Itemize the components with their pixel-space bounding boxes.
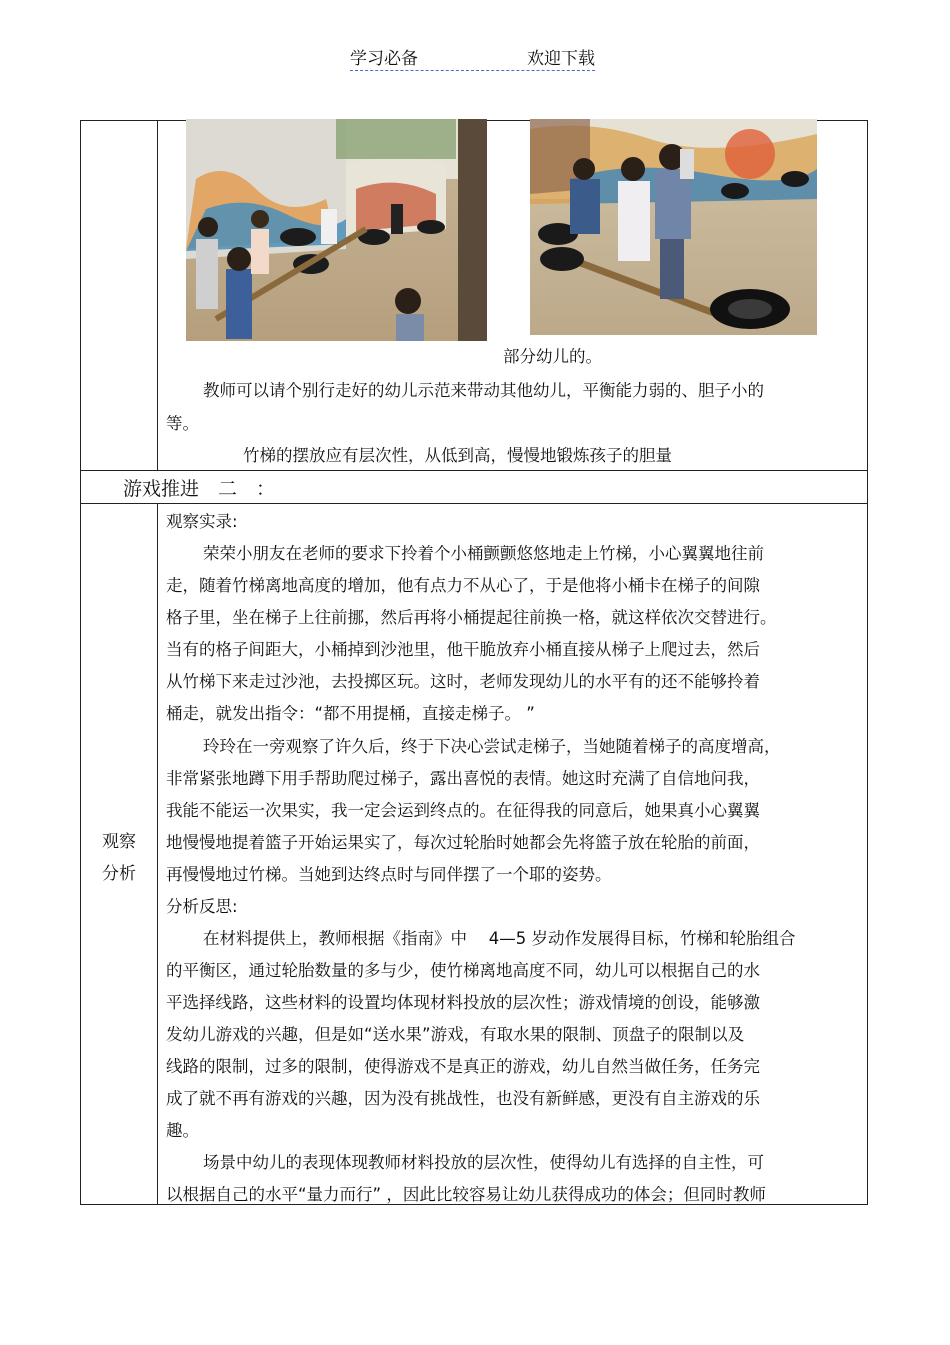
observation-line: 再慢慢地过竹梯。当她到达终点时与同伴摆了一个耶的姿势。	[166, 865, 612, 884]
analysis-line: 趣。	[166, 1121, 199, 1140]
observation-line: 格子里，坐在梯子上往前挪，然后再将小桶提起往前换一格，就这样依次交替进行。	[166, 608, 777, 627]
top-paragraph-2: 竹梯的摆放应有层次性，从低到高，慢慢地锻炼孩子的胆量	[243, 446, 672, 465]
observation-heading: 观察实录:	[166, 512, 238, 531]
photo-icon	[186, 119, 487, 341]
photo-icon	[530, 119, 817, 335]
header-dashed-underline	[350, 70, 595, 71]
observation-line: 玲玲在一旁观察了许久后，终于下决心尝试走梯子，当她随着梯子的高度增高，	[203, 737, 781, 756]
table-left-border	[80, 120, 81, 1204]
observation-line: 走，随着竹梯离地高度的增加，他有点力不从心了，于是他将小桶卡在梯子的间隙	[166, 576, 760, 595]
analysis-line: 以根据自己的水平“量力而行” ，因此比较容易让幼儿获得成功的体会；但同时教师	[166, 1185, 766, 1204]
side-label	[81, 826, 157, 890]
page-header	[350, 46, 595, 72]
observation-line: 非常紧张地蹲下用手帮助爬过梯子，露出喜悦的表情。她这时充满了自信地问我，	[166, 769, 760, 788]
table-column-divider-top	[157, 120, 158, 470]
table-row-divider-1	[80, 470, 868, 471]
observation-line: 当有的格子间距大，小桶掉到沙池里，他干脆放弃小桶直接从梯子上爬过去，然后	[166, 640, 760, 659]
observation-line: 桶走，就发出指令：“都不用提桶，直接走梯子。 ”	[166, 704, 535, 723]
top-paragraph-1-line-2: 等。	[166, 414, 199, 433]
table-row-divider-2	[80, 503, 868, 504]
analysis-line: 成了就不再有游戏的兴趣，因为没有挑战性，也没有新鲜感，更没有自主游戏的乐	[166, 1089, 760, 1108]
analysis-line: 平选择线路，这些材料的设置均体现材料投放的层次性；游戏情境的创设，能够激	[166, 993, 760, 1012]
observation-line: 我能不能运一次果实，我一定会运到终点的。在征得我的同意后，她果真小心翼翼	[166, 801, 760, 820]
table-right-border	[867, 120, 868, 1204]
photo-children-bamboo-ladder-1	[186, 119, 487, 341]
photo-caption: 部分幼儿的。	[503, 347, 602, 366]
observation-line: 从竹梯下来走过沙池，去投掷区玩。这时，老师发现幼儿的水平有的还不能够拎着	[166, 672, 760, 691]
observation-line: 荣荣小朋友在老师的要求下拎着个小桶颤颤悠悠地走上竹梯，小心翼翼地往前	[203, 544, 764, 563]
analysis-line: 在材料提供上，教师根据《指南》中 4—5 岁动作发展得目标，竹梯和轮胎组合	[203, 929, 796, 948]
analysis-line: 线路的限制，过多的限制，使得游戏不是真正的游戏，幼儿自然当做任务，任务完	[166, 1057, 760, 1076]
header-left-text: 学习必备	[350, 49, 418, 69]
side-label-line-1: 观察	[102, 832, 136, 852]
analysis-heading: 分析反思:	[166, 897, 238, 916]
side-label-line-2: 分析	[102, 864, 136, 884]
photo-children-bamboo-ladder-2	[530, 119, 817, 335]
table-column-divider-bottom	[157, 503, 158, 1204]
analysis-line: 的平衡区，通过轮胎数量的多与少，使竹梯离地高度不同，幼儿可以根据自己的水	[166, 961, 760, 980]
analysis-line: 发幼儿游戏的兴趣，但是如“送水果”游戏，有取水果的限制、顶盘子的限制以及	[166, 1025, 745, 1044]
section-title: 游戏推进 二 ：	[123, 478, 276, 500]
analysis-line: 场景中幼儿的表现体现教师材料投放的层次性，使得幼儿有选择的自主性，可	[203, 1153, 764, 1172]
top-paragraph-1-line-1: 教师可以请个别行走好的幼儿示范来带动其他幼儿，平衡能力弱的、胆子小的	[203, 381, 764, 400]
observation-line: 地慢慢地提着篮子开始运果实了，每次过轮胎时她都会先将篮子放在轮胎的前面，	[166, 833, 760, 852]
header-right-text: 欢迎下载	[527, 49, 595, 69]
